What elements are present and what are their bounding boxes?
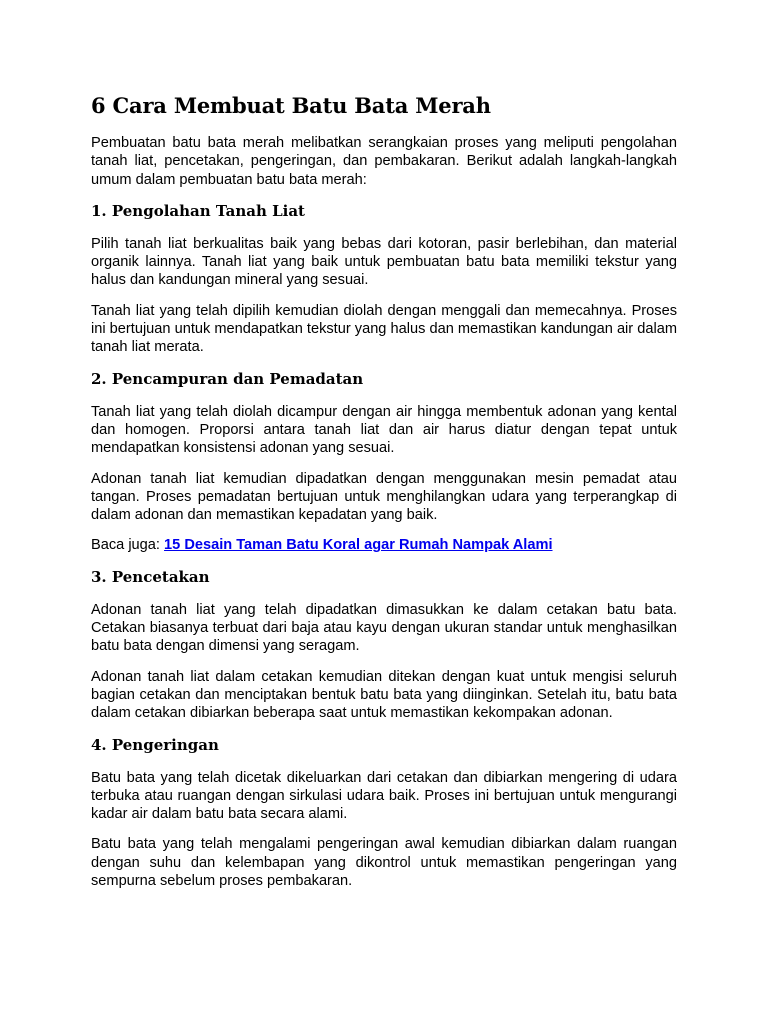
read-also-link[interactable]: 15 Desain Taman Batu Koral agar Rumah Nampak Alami bbox=[164, 537, 553, 554]
section-pencetakan bbox=[91, 567, 677, 723]
paragraph: Tanah liat yang telah diolah dicampur dengan air hingga membentuk adonan yang kental dan homogen. Proporsi antara tanah liat dan air harus diatur dengan tepat untuk mendapatkan konsistensi adonan yang sesuai. bbox=[91, 403, 677, 457]
intro-paragraph: Pembuatan batu bata merah melibatkan serangkaian proses yang meliputi pengolahan tanah liat, pencetakan, pengeringan, dan pembakaran. Berikut adalah langkah-langkah umum dalam pembuatan batu bata merah: bbox=[91, 135, 677, 188]
read-also-prefix: Baca juga: bbox=[91, 537, 165, 554]
section-pencampuran bbox=[91, 369, 677, 555]
section-heading: 4. Pengeringan bbox=[91, 735, 219, 754]
section-pengolahan bbox=[91, 201, 677, 357]
section-heading: 3. Pencetakan bbox=[91, 567, 210, 586]
read-also bbox=[91, 536, 677, 554]
section-heading: 2. Pencampuran dan Pemadatan bbox=[91, 369, 364, 388]
paragraph: Adonan tanah liat dalam cetakan kemudian ditekan dengan kuat untuk mengisi seluruh bagian cetakan dan menciptakan bentuk batu bata yang diinginkan. Setelah itu, batu bata dalam cetakan dibiarkan beberapa saat untuk memastikan kekompakan adonan. bbox=[91, 668, 677, 722]
paragraph: Adonan tanah liat yang telah dipadatkan dimasukkan ke dalam cetakan batu bata. Cetakan biasanya terbuat dari baja atau kayu dengan ukuran standar untuk menghasilkan batu bata dengan dimensi yang seragam. bbox=[91, 601, 677, 655]
paragraph: Tanah liat yang telah dipilih kemudian diolah dengan menggali dan memecahnya. Proses ini bertujuan untuk mendapatkan tekstur yang halus dan memastikan kandungan air dalam tanah liat merata. bbox=[91, 302, 677, 356]
section-heading: 1. Pengolahan Tanah Liat bbox=[91, 201, 305, 220]
section-pengeringan bbox=[91, 735, 677, 891]
paragraph: Batu bata yang telah mengalami pengeringan awal kemudian dibiarkan dalam ruangan dengan suhu dan kelembapan yang dikontrol untuk memastikan pengeringan yang sempurna sebelum proses pembakaran. bbox=[91, 836, 677, 890]
document-page bbox=[91, 92, 677, 902]
paragraph: Adonan tanah liat kemudian dipadatkan dengan menggunakan mesin pemadat atau tangan. Proses pemadatan bertujuan untuk menghilangkan udara yang terperangkap di dalam adonan dan memastikan kepadatan yang baik. bbox=[91, 470, 677, 524]
article-title: 6 Cara Membuat Batu Bata Merah bbox=[91, 93, 491, 118]
paragraph: Batu bata yang telah dicetak dikeluarkan dari cetakan dan dibiarkan mengering di udara terbuka atau ruangan dengan sirkulasi udara baik. Proses ini bertujuan untuk mengurangi kadar air dalam batu bata secara alami. bbox=[91, 769, 677, 823]
paragraph: Pilih tanah liat berkualitas baik yang bebas dari kotoran, pasir berlebihan, dan material organik lainnya. Tanah liat yang baik untuk pembuatan batu bata memiliki tekstur yang halus dan kandungan mineral yang sesuai. bbox=[91, 235, 677, 289]
